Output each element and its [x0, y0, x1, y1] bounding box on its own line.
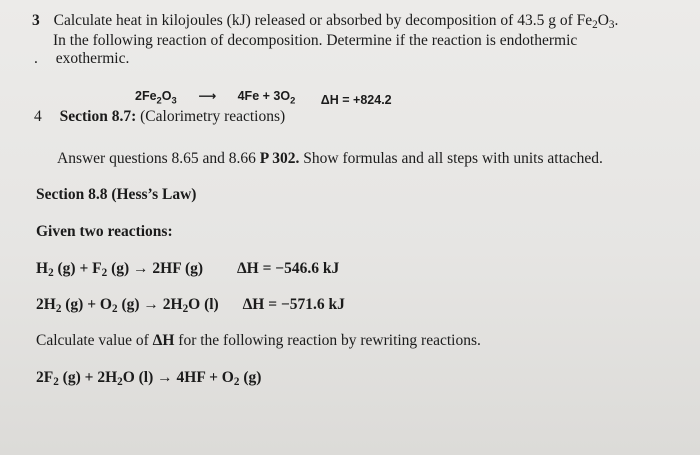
reaction-1: $H_2$ $(g) + F_2$ (g) → 2HF (g) ΔH = −546.6 kJ [36, 260, 340, 279]
decomposition-equation: $2Fe_2O_3$ ⟶ $4Fe + 3O_2$ ΔH = +824.2 [135, 89, 392, 107]
reaction-arrow: ⟶ [198, 89, 217, 103]
problem-3-line-3: . exothermic. [34, 50, 130, 67]
problem-3-line-1: 3 Calculate heat in kilojoules (kJ) released or absorbed by decomposition of 43.5 g of $Fe_2O_3$. [32, 12, 619, 31]
given-reactions-label: Given two reactions: [36, 223, 173, 240]
calculate-instruction: Calculate value of ΔH for the following reaction by rewriting reactions. [36, 332, 481, 349]
answer-instructions: Answer questions 8.65 and 8.66 P 302. Show formulas and all steps with units attached. [57, 150, 603, 167]
problem-3-text: Calculate heat in kilojoules (kJ) released or absorbed by decomposition of 43.5 g of Fe [53, 12, 593, 29]
enthalpy-value: ΔH = +824.2 [320, 93, 392, 107]
bullet-mark: . [34, 50, 38, 67]
problem-4-heading: 4 Section 8.7: (Calorimetry reactions) [34, 108, 286, 125]
problem-3-number: 3 [32, 12, 40, 29]
reaction-1-enthalpy: ΔH = −546.6 kJ [236, 260, 340, 277]
problem-3-line-2: In the following reaction of decomposition. Determine if the reaction is endothermic [53, 32, 578, 49]
reaction-2: $2H_2$ $(g) + O_2$ $(g) \to 2H_2O$ (l) ΔH = −571.6 kJ [36, 296, 345, 315]
target-reaction: $2F_2$ $(g) + 2H_2O$ $(l) \to 4HF + O_2$ (g) [36, 369, 262, 388]
reaction-2-enthalpy: ΔH = −571.6 kJ [242, 296, 345, 313]
hess-section-title: Section 8.8 (Hess’s Law) [36, 186, 197, 203]
problem-4-number: 4 [34, 108, 42, 125]
